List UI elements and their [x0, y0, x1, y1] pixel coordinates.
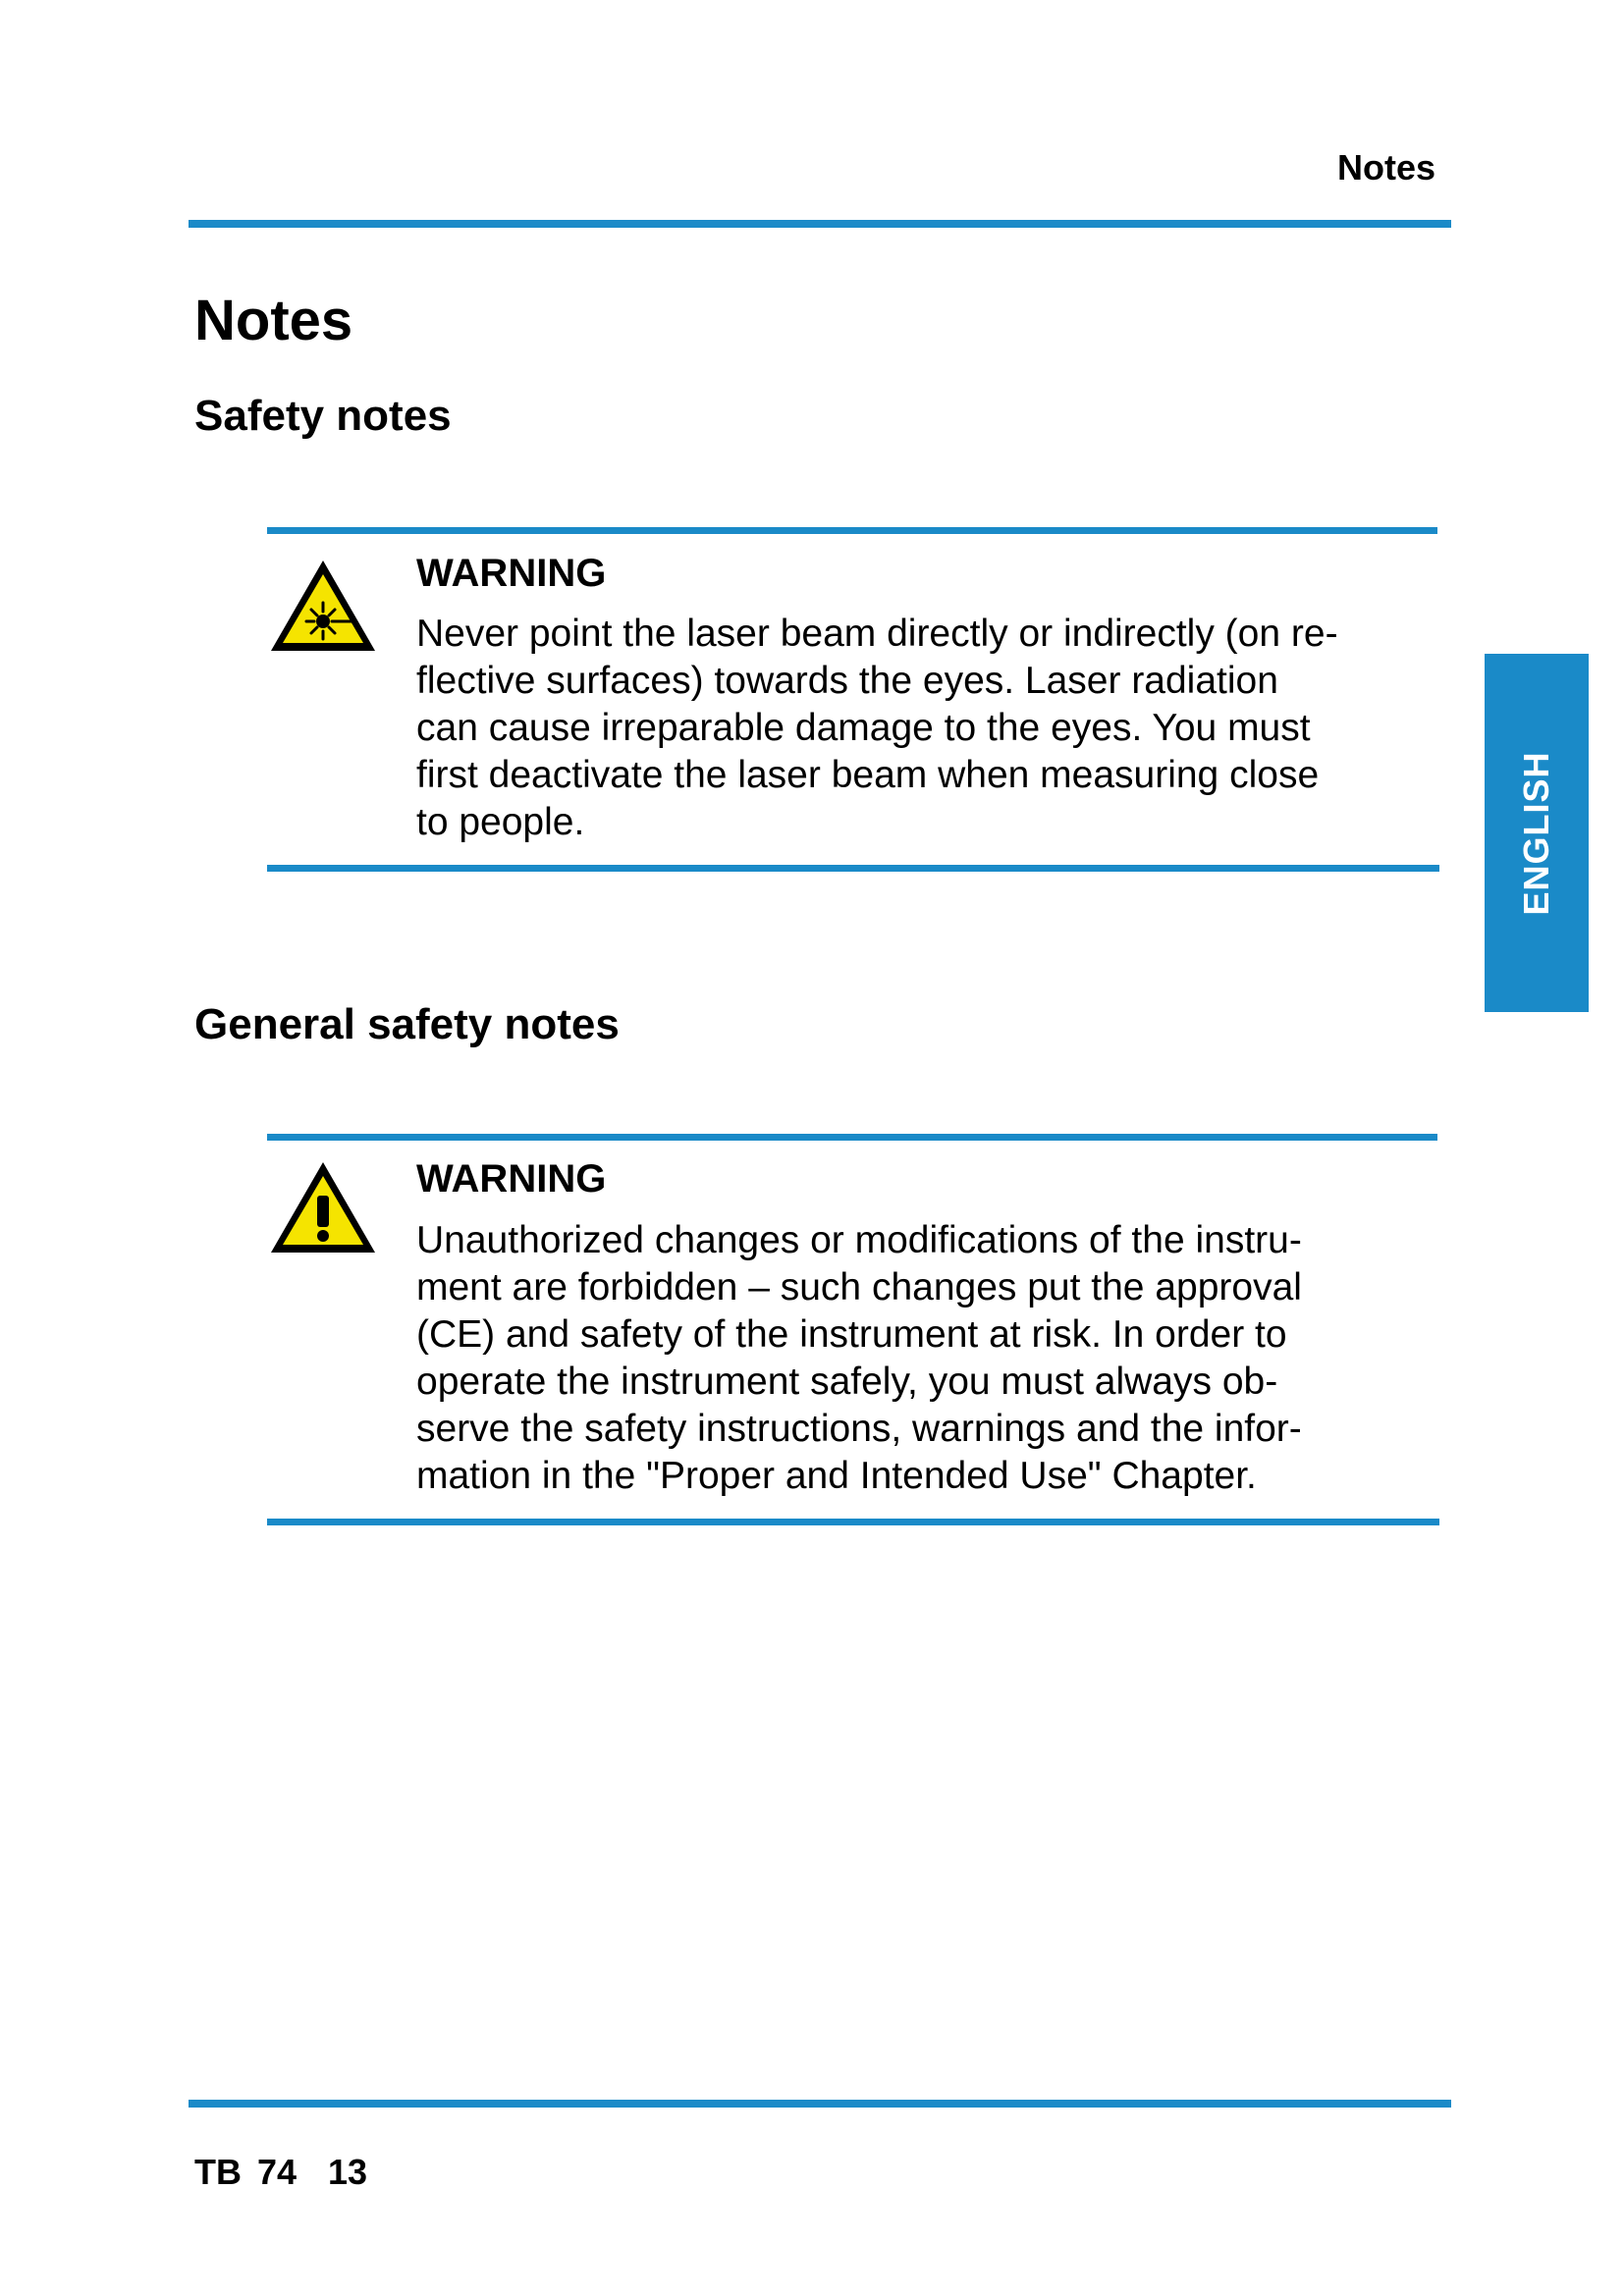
warning-text [416, 1217, 1428, 1500]
warning-text-line: can cause irreparable damage to the eyes. You must [416, 707, 1311, 749]
warning-box-top-rule [267, 527, 1437, 534]
section-title-general-safety-notes: General safety notes [194, 1000, 620, 1048]
footer-page-label: TB 74 13 [194, 2152, 368, 2192]
section-title-safety-notes: Safety notes [194, 392, 452, 440]
page-title: Notes [194, 289, 353, 352]
warning-text-line: mation in the "Proper and Intended Use" Chapter. [416, 1455, 1257, 1497]
warning-text-line: Never point the laser beam directly or indirectly (on re- [416, 613, 1338, 655]
warning-box-bottom-rule [267, 865, 1439, 872]
warning-text-line: serve the safety instructions, warnings and the infor- [416, 1408, 1302, 1450]
general-warning-icon [267, 1158, 379, 1256]
warning-text-line: operate the instrument safely, you must always ob- [416, 1361, 1278, 1403]
header-rule [189, 220, 1451, 228]
warning-label: WARNING [416, 1157, 607, 1201]
warning-text-line: Unauthorized changes or modifications of the instru- [416, 1219, 1302, 1261]
warning-text-line: (CE) and safety of the instrument at risk. In order to [416, 1313, 1287, 1356]
warning-text-line: ment are forbidden – such changes put the approval [416, 1266, 1302, 1308]
footer-rule [189, 2100, 1451, 2108]
laser-warning-icon [267, 557, 379, 655]
running-header: Notes [1336, 147, 1435, 187]
warning-text-line: to people. [416, 801, 585, 843]
warning-label: WARNING [416, 552, 607, 595]
warning-box-top-rule [267, 1134, 1437, 1141]
language-tab [1485, 654, 1589, 1012]
language-tab-label: ENGLISH [1516, 750, 1556, 916]
warning-box-bottom-rule [267, 1519, 1439, 1525]
warning-text-line: flective surfaces) towards the eyes. Laser radiation [416, 660, 1278, 702]
warning-text [416, 611, 1428, 846]
warning-text-line: first deactivate the laser beam when measuring close [416, 754, 1320, 796]
